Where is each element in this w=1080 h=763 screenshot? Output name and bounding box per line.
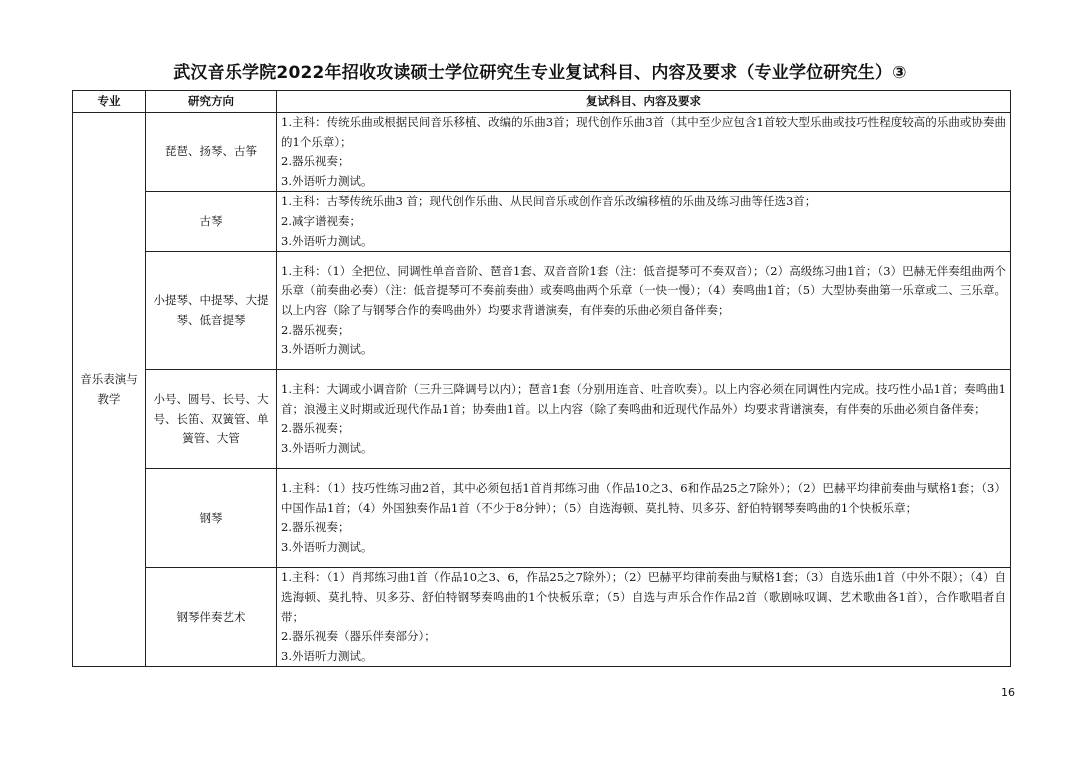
table-row: [73, 252, 1011, 370]
direction-cell: 小提琴、中提琴、大提琴、低音提琴: [146, 252, 277, 370]
content-line: 1.主科：（1）肖邦练习曲1首（作品10之3、6，作品25之7除外）；（2）巴赫平均律前奏曲与赋格1套；（3）自选乐曲1首（中外不限）；（4）自选海顿、莫扎特、贝多芬、舒伯特钢琴奏鸣曲的1个快板乐章；（5）自选与声乐合作作品2首（歌剧咏叹调、艺术歌曲各1首），合作歌唱者自带；: [281, 570, 1006, 624]
content-line: 3.外语听力测试。: [281, 233, 373, 248]
content-line: 1.主科：大调或小调音阶（三升三降调号以内）；琶音1套（分别用连音、吐音吹奏）。以上内容必须在同调性内完成。技巧性小品1首；奏鸣曲1首；浪漫主义时期或近现代作品1首；协奏曲1首。以上内容（除了奏鸣曲和近现代作品外）均要求背谱演奏，有伴奏的乐曲必须自备伴奏；: [281, 382, 1006, 416]
content-line: 1.主科：（1）全把位、同调性单音音阶、琶音1套、双音音阶1套（注：低音提琴可不奏双音）；（2）高级练习曲1首；（3）巴赫无伴奏组曲两个乐章（前奏曲必奏）（注：低音提琴可不奏前奏曲）或奏鸣曲两个乐章（一快一慢）；（4）奏鸣曲1首；（5）大型协奏曲第一乐章或二、三乐章。以上内容（除了与钢琴合作的奏鸣曲外）均要求背谱演奏，有伴奏的乐曲必须自备伴奏；: [281, 263, 1006, 318]
table-row: [73, 568, 1011, 667]
content-cell: [277, 252, 1011, 370]
content-line: 3.外语听力测试。: [281, 342, 373, 357]
content-line: 3.外语听力测试。: [281, 440, 373, 455]
content-line: 1.主科：（1）技巧性练习曲2首，其中必须包括1首肖邦练习曲（作品10之3、6和作品25之7除外）；（2）巴赫平均律前奏曲与赋格1套；（3）中国作品1首；（4）外国独奏作品1首（不少于8分钟）；（5）自选海顿、莫扎特、贝多芬、舒伯特钢琴奏鸣曲的1个快板乐章；: [281, 481, 1006, 515]
page-number: 16: [1001, 686, 1015, 699]
content-line: 3.外语听力测试。: [281, 648, 373, 663]
requirements-table: [72, 90, 1011, 667]
content-line: 2.器乐视奏；: [281, 154, 350, 169]
content-line: 2.器乐视奏；: [281, 520, 350, 535]
content-line: 2.器乐视奏（器乐伴奏部分）；: [281, 629, 436, 644]
content-line: 2.器乐视奏；: [281, 322, 350, 337]
document-title: 武汉音乐学院2022年招收攻读硕士学位研究生专业复试科目、内容及要求（专业学位研究生）③: [173, 63, 907, 83]
content-line: 1.主科：古琴传统乐曲3 首；现代创作乐曲、从民间音乐或创作音乐改编移植的乐曲及练习曲等任选3首；: [281, 194, 817, 209]
table-row: [73, 469, 1011, 568]
direction-cell: 钢琴伴奏艺术: [146, 568, 277, 667]
content-cell: [277, 370, 1011, 469]
major-cell: 音乐表演与教学: [73, 113, 146, 667]
content-cell: [277, 568, 1011, 667]
direction-cell: 钢琴: [146, 469, 277, 568]
header-content: 复试科目、内容及要求: [277, 91, 1011, 113]
content-line: 2.器乐视奏；: [281, 421, 350, 436]
table-row: [73, 370, 1011, 469]
content-line: 3.外语听力测试。: [281, 173, 373, 188]
header-direction: 研究方向: [146, 91, 277, 113]
direction-cell: 小号、圆号、长号、大号、长笛、双簧管、单簧管、大管: [146, 370, 277, 469]
table-row: [73, 113, 1011, 192]
direction-cell: 琵琶、扬琴、古筝: [146, 113, 277, 192]
content-cell: [277, 192, 1011, 252]
content-line: 1.主科：传统乐曲或根据民间音乐移植、改编的乐曲3首；现代创作乐曲3首（其中至少应包含1首较大型乐曲或技巧性程度较高的乐曲或协奏曲的1个乐章）；: [281, 115, 1006, 149]
content-cell: [277, 113, 1011, 192]
table-row: [73, 192, 1011, 252]
table-header-row: [73, 91, 1011, 113]
content-line: 3.外语听力测试。: [281, 539, 373, 554]
content-cell: [277, 469, 1011, 568]
direction-cell: 古琴: [146, 192, 277, 252]
content-line: 2.减字谱视奏；: [281, 214, 361, 229]
header-major: 专业: [73, 91, 146, 113]
